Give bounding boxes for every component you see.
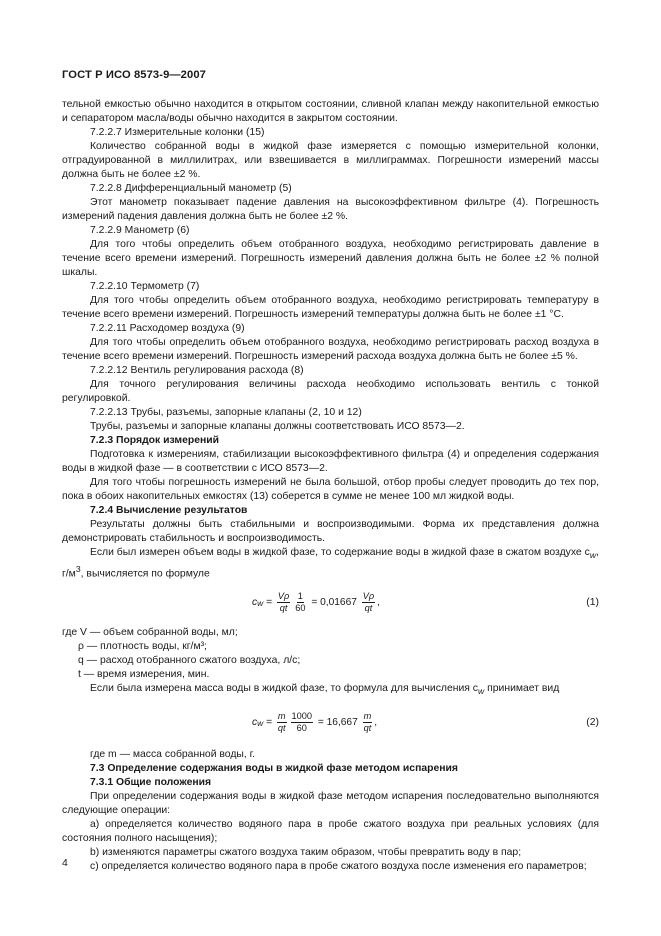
document-header: ГОСТ Р ИСО 8573-9—2007: [62, 69, 206, 81]
paragraph: Для точного регулирования величины расхода необходимо использовать вентиль с тонкой регулировкой.: [62, 379, 599, 404]
formula-2-expression: c w = $\frac{m}{qt}$ $\frac{1000}{60}$ = 16,667 $\frac{m}{qt}$ ,: [252, 711, 378, 734]
paragraph: Трубы, разъемы и запорные клапаны должны соответствовать ИСО 8573—2.: [90, 421, 465, 432]
paragraph: Результаты должны быть стабильными и воспроизводимыми. Форма их представления должна демонстрировать стабильность и воспроизводимость.: [62, 519, 599, 544]
section-heading-7-2-2-10: 7.2.2.10 Термометр (7): [90, 281, 200, 292]
document-body: [62, 98, 599, 874]
section-heading-7-3-1: 7.3.1 Общие положения: [90, 776, 212, 788]
section-heading-7-2-2-8: 7.2.2.8 Дифференциальный манометр (5): [90, 183, 292, 194]
list-item-c: c) определяется количество водяного пара в пробе сжатого воздуха после изменения его параметров;: [90, 860, 587, 872]
paragraph: Количество собранной воды в жидкой фазе измеряется с помощью измерительной колонки, отградуированной в миллилитрах, или взвешивается в миллиграммах. Погрешности измерений массы должна быть не более ±2 %.: [62, 141, 599, 180]
definition-q: q — расход отобранного сжатого воздуха, л/с;: [78, 654, 301, 666]
section-heading-7-2-2-12: 7.2.2.12 Вентиль регулирования расхода (8): [90, 365, 304, 376]
section-heading-7-2-2-9: 7.2.2.9 Манометр (6): [90, 225, 190, 236]
formula-1: [62, 586, 599, 620]
section-heading-7-2-2-7: 7.2.2.7 Измерительные колонки (15): [90, 127, 265, 138]
definition-rho: ρ — плотность воды, кг/м³;: [78, 640, 207, 652]
paragraph: Если была измерена масса воды в жидкой фазе, то формула для вычисления $c_w$ принимает вид: [90, 682, 560, 696]
section-heading-7-2-3: 7.2.3 Порядок измерений: [90, 435, 220, 446]
paragraph: Если был измерен объем воды в жидкой фазе, то содержание воды в жидкой фазе в сжатом воздухе $c_w$, $г/м^3$, вычисляется по формуле: [62, 547, 599, 580]
paragraph: Для того чтобы определить объем отобранного воздуха, необходимо регистрировать давление в течение всего времени измерений. Погрешность измерений давления должна быть не более ±2 % полной шкалы.: [62, 239, 599, 278]
formula-2-number: (2): [586, 716, 599, 728]
definition-V: где V — объем собранной воды, мл;: [62, 626, 238, 638]
paragraph: Для того чтобы определить объем отобранного воздуха, необходимо регистрировать температуру в течение всего времени измерений. Погрешность измерений температуры должна быть не более ±1 °С.: [62, 295, 599, 320]
list-item-a: a) определяется количество водяного пара в пробе сжатого воздуха при реальных условиях (для состояния полного насыщения);: [62, 818, 599, 844]
list-item-b: b) изменяются параметры сжатого воздуха таким образом, чтобы превратить воду в пар;: [90, 846, 522, 858]
formula-2: [62, 706, 599, 740]
paragraph: Подготовка к измерениям, стабилизации высокоэффективного фильтра (4) и определения содержания воды в жидкой фазе — в соответствии с ИСО 8573—2.: [62, 449, 599, 474]
paragraph: Этот манометр показывает падение давления на высокоэффективном фильтре (4). Погрешность измерений падения давления должна быть не более ±2 %.: [62, 197, 599, 222]
paragraph: Для того чтобы определить объем отобранного воздуха, необходимо регистрировать расход воздуха в течение всего времени измерений. Погрешность измерений расхода воздуха должна быть не более ±5 %.: [62, 337, 599, 362]
paragraph: тельной емкостью обычно находится в открытом состоянии, сливной клапан между накопительной емкостью и сепаратором масла/воды обычно находится в закрытом состоянии.: [62, 99, 599, 124]
paragraph: При определении содержания воды в жидкой фазе методом испарения последовательно выполняются следующие операции:: [62, 790, 599, 816]
page-number: 4: [62, 858, 68, 869]
definition-t: t — время измерения, мин.: [78, 668, 210, 680]
section-heading-7-2-4: 7.2.4 Вычисление результатов: [90, 505, 248, 516]
section-heading-7-3: 7.3 Определение содержания воды в жидкой фазе методом испарения: [90, 762, 458, 774]
paragraph: Для того чтобы погрешность измерений не была большой, отбор пробы следует проводить до тех пор, пока в обоих накопительных емкостях (13) соберется в сумме не менее 100 мл жидкой воды.: [62, 477, 599, 502]
section-heading-7-2-2-11: 7.2.2.11 Расходомер воздуха (9): [90, 323, 245, 334]
formula-1-number: (1): [586, 596, 599, 608]
definition-m: где m — масса собранной воды, г.: [90, 748, 256, 760]
formula-1-expression: c w = $\frac{V\rho}{qt}$ $\frac{1}{60}$ = 0,01667 $\frac{V\rho}{qt}$ ,: [252, 591, 381, 614]
section-heading-7-2-2-13: 7.2.2.13 Трубы, разъемы, запорные клапаны (2, 10 и 12): [90, 407, 362, 418]
formula-1-definitions: [62, 626, 599, 682]
